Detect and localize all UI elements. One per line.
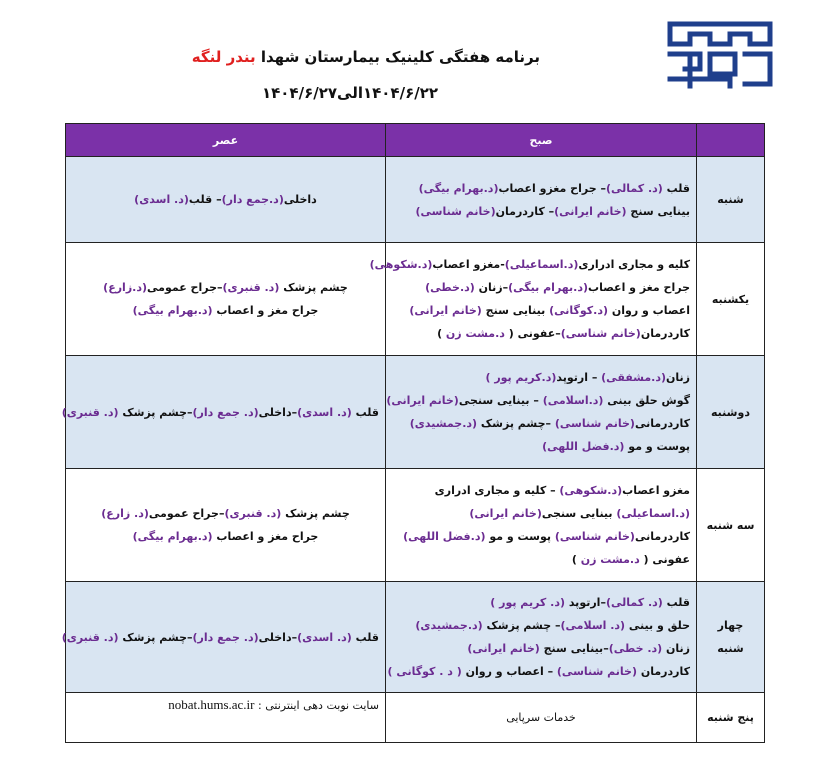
- header-evening: عصر: [66, 124, 386, 157]
- doctor-name: (د.اسلامی): [542, 394, 604, 407]
- specialty-text: -مغزو اعصاب: [432, 258, 505, 271]
- doctor-name: (خانم ایرانی): [554, 204, 627, 218]
- specialty-text: کاردرمانی: [634, 417, 690, 430]
- doctor-name: د.مشت زن: [580, 553, 640, 566]
- doctor-name: (د.اسماعیلی): [616, 507, 690, 520]
- doctor-name: (د.شکوهی): [559, 484, 623, 497]
- doctor-name: (د. قنبری): [61, 630, 119, 644]
- doctor-name: (خانم ایرانی): [467, 642, 540, 655]
- day-cell: یکشنبه: [697, 243, 765, 356]
- specialty-text: قلب: [351, 405, 379, 419]
- schedule-line: [369, 253, 690, 276]
- doctor-name: ( د . کوگانی ): [387, 665, 462, 678]
- evening-cell: [61, 582, 386, 693]
- page-title: [60, 48, 540, 66]
- specialty-text: –چشم پزشک: [477, 417, 555, 430]
- table-row: [66, 582, 765, 693]
- title-city: بندر لنگه: [191, 48, 256, 66]
- specialty-text: جراح مغز و اعصاب: [588, 281, 690, 294]
- doctor-name: (د.فضل اللهی): [403, 530, 486, 543]
- morning-cell: [386, 157, 697, 243]
- morning-cell: [386, 693, 697, 743]
- morning-cell: [386, 582, 697, 693]
- doctor-name: (خانم شناسی): [556, 665, 637, 678]
- table-row: [66, 356, 765, 469]
- specialty-text: – چشم پزشک: [482, 619, 561, 632]
- header-morning: صبح: [386, 124, 697, 157]
- specialty-text: – بینایی سنجی: [458, 394, 543, 407]
- specialty-text: گوش حلق بینی: [603, 394, 690, 407]
- specialty-text: –داخلی: [258, 630, 298, 644]
- specialty-text: پوست و مو: [624, 440, 690, 453]
- schedule-line: [392, 177, 690, 200]
- doctor-name: (د. جمع دار): [192, 630, 259, 644]
- doctor-name: (د.جمشیدی): [409, 417, 478, 430]
- doctor-name: (د. خطی): [608, 642, 663, 655]
- day-cell: چهار شنبه: [697, 582, 765, 693]
- schedule-line: [72, 525, 379, 548]
- specialty-text: –جراح عمومی: [148, 507, 225, 520]
- schedule-line: [61, 626, 379, 649]
- specialty-text: عفونی (: [639, 553, 690, 566]
- specialty-text: کلیه و مجاری ادراری: [578, 258, 690, 271]
- doctor-name: (د. اسدی): [297, 405, 352, 419]
- schedule-line: [72, 502, 379, 525]
- specialty-text: – جراح مغزو اعصاب: [498, 181, 606, 195]
- specialty-text: جراح مغز و اعصاب: [212, 530, 319, 543]
- doctor-name: (د.جمع دار): [221, 193, 284, 206]
- schedule-line: [72, 188, 379, 211]
- schedule-line: [392, 435, 690, 458]
- doctor-name: (خانم ایرانی): [409, 304, 482, 317]
- table-row: [66, 157, 765, 243]
- specialty-text: بینایی سنجی: [541, 507, 617, 520]
- doctor-name: (د. اسدی): [134, 193, 189, 206]
- specialty-text: قلب: [351, 630, 379, 644]
- doctor-name: (د.بهرام بیگی): [132, 530, 213, 543]
- evening-cell: [66, 693, 386, 743]
- schedule-line: [392, 276, 690, 299]
- schedule-line: [387, 660, 690, 683]
- doctor-name: (خانم شناسی): [415, 204, 496, 218]
- doctor-name: (خانم ایرانی): [469, 507, 542, 520]
- doctor-name: (د.فضل اللهی): [542, 440, 625, 453]
- specialty-text: – کاردرمان: [495, 204, 555, 218]
- schedule-line: [392, 412, 690, 435]
- doctor-name: (د.بهرام بیگی): [418, 181, 499, 195]
- doctor-name: (د.زارع): [103, 281, 147, 294]
- specialty-text: زنان: [662, 642, 690, 655]
- doctor-name: (د.شکوهی): [369, 258, 433, 271]
- morning-cell: [369, 243, 697, 356]
- table-header-row: [66, 124, 765, 157]
- booking-site-label: سایت نوبت دهی اینترنتی :: [254, 699, 379, 712]
- schedule-line: [392, 502, 690, 525]
- day-cell: شنبه: [697, 157, 765, 243]
- specialty-text: کاردرمان: [637, 665, 690, 678]
- specialty-text: –داخلی: [258, 405, 298, 419]
- specialty-text: پوست و مو: [485, 530, 555, 543]
- specialty-text: – اعصاب و روان: [461, 665, 557, 678]
- specialty-text: – کلیه و مجاری ادراری: [434, 484, 560, 497]
- doctor-name: (خانم شناسی): [554, 530, 635, 543]
- specialty-text: اعصاب و روان: [608, 304, 690, 317]
- table-row: [66, 693, 765, 743]
- day-cell: سه شنبه: [697, 469, 765, 582]
- specialty-text: قلب: [662, 181, 690, 195]
- evening-cell: [66, 157, 386, 243]
- specialty-text: –چشم پزشک: [118, 630, 193, 644]
- schedule-line: [72, 276, 379, 299]
- outpatient-services: خدمات سرپایی: [506, 711, 576, 724]
- schedule-line: [392, 548, 690, 571]
- schedule-line: [392, 366, 690, 389]
- doctor-name: (د. زارع): [101, 507, 149, 520]
- specialty-text: کاردرمانی: [634, 530, 690, 543]
- doctor-name: (خانم شناسی): [560, 327, 641, 340]
- schedule-line: [392, 479, 690, 502]
- specialty-text: ): [571, 553, 581, 566]
- morning-cell: [386, 469, 697, 582]
- header-day: [697, 124, 765, 157]
- schedule-line: [386, 389, 690, 412]
- specialty-text: –عفونی (: [504, 327, 561, 340]
- doctor-name: (د. قنبری): [61, 405, 119, 419]
- evening-cell: [61, 356, 386, 469]
- title-main: برنامه هفتگی کلینیک بیمارستان شهدا: [260, 48, 540, 66]
- evening-cell: [66, 243, 386, 356]
- schedule-line: [392, 322, 690, 345]
- specialty-text: جراح مغز و اعصاب: [212, 304, 319, 317]
- schedule-line: [392, 525, 690, 548]
- doctor-name: (د.مشفقی): [601, 371, 667, 384]
- specialty-text: حلق و بینی: [625, 619, 690, 632]
- doctor-name: (د. اسدی): [297, 630, 352, 644]
- specialty-text: – ارتوپد: [556, 371, 602, 384]
- doctor-name: (د. کمالی): [605, 181, 663, 195]
- doctor-name: (د.کریم پور ): [485, 371, 557, 384]
- specialty-text: ): [437, 327, 446, 340]
- specialty-text: –جراح عمومی: [147, 281, 223, 294]
- schedule-line: [72, 299, 379, 322]
- specialty-text: بینایی سنج: [481, 304, 550, 317]
- doctor-name: (د.اسماعیلی): [504, 258, 579, 271]
- specialty-text: چشم پزشک: [281, 507, 350, 520]
- table-row: [66, 469, 765, 582]
- specialty-text: داخلی: [283, 193, 317, 206]
- doctor-name: (خانم ایرانی): [386, 394, 459, 407]
- doctor-name: (د.خطی): [425, 281, 475, 294]
- schedule-line: [392, 299, 690, 322]
- day-cell: پنج شنبه: [697, 693, 765, 743]
- doctor-name: د.مشت زن: [445, 327, 505, 340]
- specialty-text: زنان: [666, 371, 690, 384]
- specialty-text: –زنان: [474, 281, 509, 294]
- specialty-text: – قلب: [188, 193, 222, 206]
- doctor-name: (د. جمع دار): [192, 405, 259, 419]
- specialty-text: –ارتوپد: [565, 596, 606, 609]
- doctor-name: (د.بهرام بیگی): [508, 281, 589, 294]
- specialty-text: بینایی سنج: [626, 204, 690, 218]
- schedule-line: [392, 637, 690, 660]
- doctor-name: (د. کمالی): [605, 596, 663, 609]
- doctor-name: (د.بهرام بیگی): [132, 304, 213, 317]
- specialty-text: چشم پزشک: [279, 281, 348, 294]
- schedule-line: [392, 200, 690, 223]
- day-cell: دوشنبه: [697, 356, 765, 469]
- doctor-name: (د.جمشیدی): [415, 619, 483, 632]
- specialty-text: –چشم پزشک: [118, 405, 193, 419]
- specialty-text: کاردرمان: [640, 327, 690, 340]
- evening-cell: [66, 469, 386, 582]
- date-range: ۱۴۰۴/۶/۲۲الی۱۴۰۴/۶/۲۷: [261, 84, 439, 102]
- table-row: [66, 243, 765, 356]
- specialty-text: مغزو اعصاب: [622, 484, 690, 497]
- doctor-name: (د. قنبری): [222, 281, 280, 294]
- doctor-name: (د. کریم پور ): [490, 596, 565, 609]
- doctor-name: (خانم شناسی): [554, 417, 635, 430]
- doctor-name: (د. اسلامی): [560, 619, 626, 632]
- schedule-line: [392, 614, 690, 637]
- specialty-text: –بینایی سنج: [539, 642, 609, 655]
- doctor-name: (د.کوگانی): [549, 304, 609, 317]
- weekly-schedule-table: [61, 123, 765, 743]
- doctor-name: (د. قنبری): [224, 507, 282, 520]
- morning-cell: [386, 356, 697, 469]
- schedule-line: [392, 591, 690, 614]
- schedule-line: [61, 401, 379, 424]
- specialty-text: قلب: [662, 596, 690, 609]
- booking-site-url[interactable]: nobat.hums.ac.ir: [168, 697, 255, 712]
- hospital-logo: [660, 14, 780, 94]
